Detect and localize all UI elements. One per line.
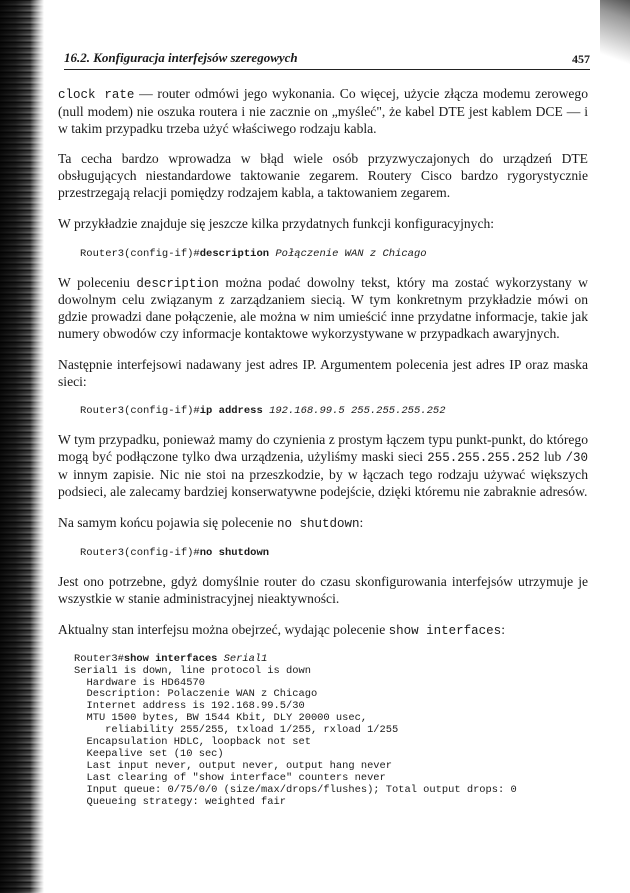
chapter-section-title: 16.2. Konfiguracja interfejsów szeregowych <box>64 50 298 65</box>
output-line: Last input never, output never, output hang never <box>74 759 393 772</box>
page-header <box>64 46 590 72</box>
output-line: Serial1 is down, line protocol is down <box>74 664 311 677</box>
cli-argument: 192.168.99.5 255.255.255.252 <box>269 405 446 418</box>
inline-code-show-interfaces: show interfaces <box>388 623 502 638</box>
cli-command: ip address <box>199 405 263 418</box>
inline-code-netmask: 255.255.255.252 <box>427 451 540 466</box>
cli-prompt: Router3# <box>74 652 124 665</box>
output-line: Internet address is 192.168.99.5/30 <box>74 700 305 713</box>
paragraph-description-explained <box>58 275 588 343</box>
paragraph-netmask-explained <box>58 432 588 500</box>
output-line: Description: Polaczenie WAN z Chicago <box>74 688 318 701</box>
output-command-line <box>74 654 588 666</box>
paragraph-text: — router odmówi jego wykonania. Co więcej, użycie złącza modemu zerowego (null modem) nie oszuka routera i nie zacznie on „myśleć", że kabel <box>58 86 589 119</box>
cli-prompt: Router3(config-if)# <box>80 405 200 418</box>
scanned-binding-edge <box>0 0 44 893</box>
paragraph-no-shutdown-intro <box>58 515 588 533</box>
output-line: Input queue: 0/75/0/0 (size/max/drops/flushes); Total output drops: 0 <box>74 783 517 796</box>
paragraph-admin-down: Jest ono potrzebne, gdyż domyślnie router do czasu skonfigurowania interfejsów utrzymuje je wszystkie w stanie administracyjnej nieaktywności. <box>58 574 588 607</box>
output-line: MTU 1500 bytes, BW 1544 Kbit, DLY 20000 usec, <box>74 712 368 725</box>
cli-prompt: Router3(config-if)# <box>80 547 200 560</box>
paragraph-text: jest kablem DCE — i w takim przypadku trzeba użyć właściwego rodzaju kabla. <box>58 103 588 136</box>
paragraph-show-interfaces-intro <box>58 622 588 640</box>
paragraph-text: : <box>501 621 505 637</box>
output-line: Queueing strategy: weighted fair <box>74 795 287 808</box>
paragraph-text: : <box>359 514 364 530</box>
paragraph-clock-rate <box>58 86 588 137</box>
paragraph-text: można podać dowolny tekst, który ma zostać wykorzystany w dowolnym celu związanym z zarządzaniem siecią. W tym konkretnym przykładzie mówi on gdzie prowadzi dane połączenie, ale można w nim umieścić inne przydatne informacje, takie jak numery obwodów czy informacje kontaktowe wykorzystywane w przypadkach awaryjnych. <box>58 274 588 341</box>
code-description-command <box>80 247 588 261</box>
inline-code-no-shutdown: no shutdown <box>276 516 360 531</box>
paragraph-cisco-clocking: Ta cecha bardzo wprowadza w błąd wiele osób przyzwyczajonych do urządzeń DTE obsługujących niestandardowe taktowanie zegarem. Routery Cisco bardzo rygorystycznie przestrzegają relacji pomiędzy rodzajem kabla, a taktowaniem zegarem. <box>58 151 588 200</box>
page-body <box>58 86 588 809</box>
output-line: Hardware is HD64570 <box>74 676 205 689</box>
inline-term-dte: DTE <box>438 103 465 119</box>
cli-argument: Serial1 <box>223 652 268 665</box>
header-rule <box>64 69 590 70</box>
inline-code-clock-rate: clock rate <box>58 88 135 102</box>
cli-argument: Połączenie WAN z Chicago <box>275 247 427 260</box>
show-interfaces-output <box>74 654 588 809</box>
paragraph-text: Na samym końcu pojawia się polecenie <box>58 514 277 530</box>
cli-command: description <box>199 247 270 260</box>
cli-command: no shutdown <box>199 547 270 560</box>
paragraph-text: Aktualny stan interfejsu można obejrzeć, wydając polecenie <box>58 621 389 637</box>
output-line: reliability 255/255, txload 1/255, rxload 1/255 <box>74 724 399 737</box>
cli-prompt: Router3(config-if)# <box>80 247 200 260</box>
cli-command: show interfaces <box>123 652 218 665</box>
output-line: Encapsulation HDLC, loopback not set <box>74 736 311 749</box>
output-line: Last clearing of "show interface" counters never <box>74 771 386 784</box>
paragraph-text: W tym przypadku, ponieważ mamy do czynienia z prostym łączem typu punkt-punkt, do którego mogą być podłączone tylko dwa urządzenia, użyliśmy maski sieci <box>58 432 588 465</box>
page-number: 457 <box>572 52 590 66</box>
inline-code-description: description <box>136 276 219 291</box>
paragraph-text: w innym zapisie. Nic nie stoi na przeszkodzie, by w łączach tego rodzaju używać większych podsieci, ale zalecamy bardziej konserwatywne podejście, dzięki któremu nie zabraknie adresów. <box>58 466 588 499</box>
paragraph-text: W poleceniu <box>58 274 137 290</box>
inline-code-prefix: /30 <box>565 451 588 466</box>
paragraph-ip-address-intro: Następnie interfejsowi nadawany jest adres IP. Argumentem polecenia jest adres IP oraz maska sieci: <box>58 356 588 389</box>
code-ip-address-command <box>80 404 588 418</box>
paragraph-text: lub <box>539 449 566 465</box>
output-line: Keepalive set (10 sec) <box>74 747 224 760</box>
paragraph-intro-functions: W przykładzie znajduje się jeszcze kilka przydatnych funkcji konfiguracyjnych: <box>58 215 495 231</box>
scan-corner-shadow <box>600 0 630 70</box>
code-no-shutdown-command <box>80 546 588 560</box>
